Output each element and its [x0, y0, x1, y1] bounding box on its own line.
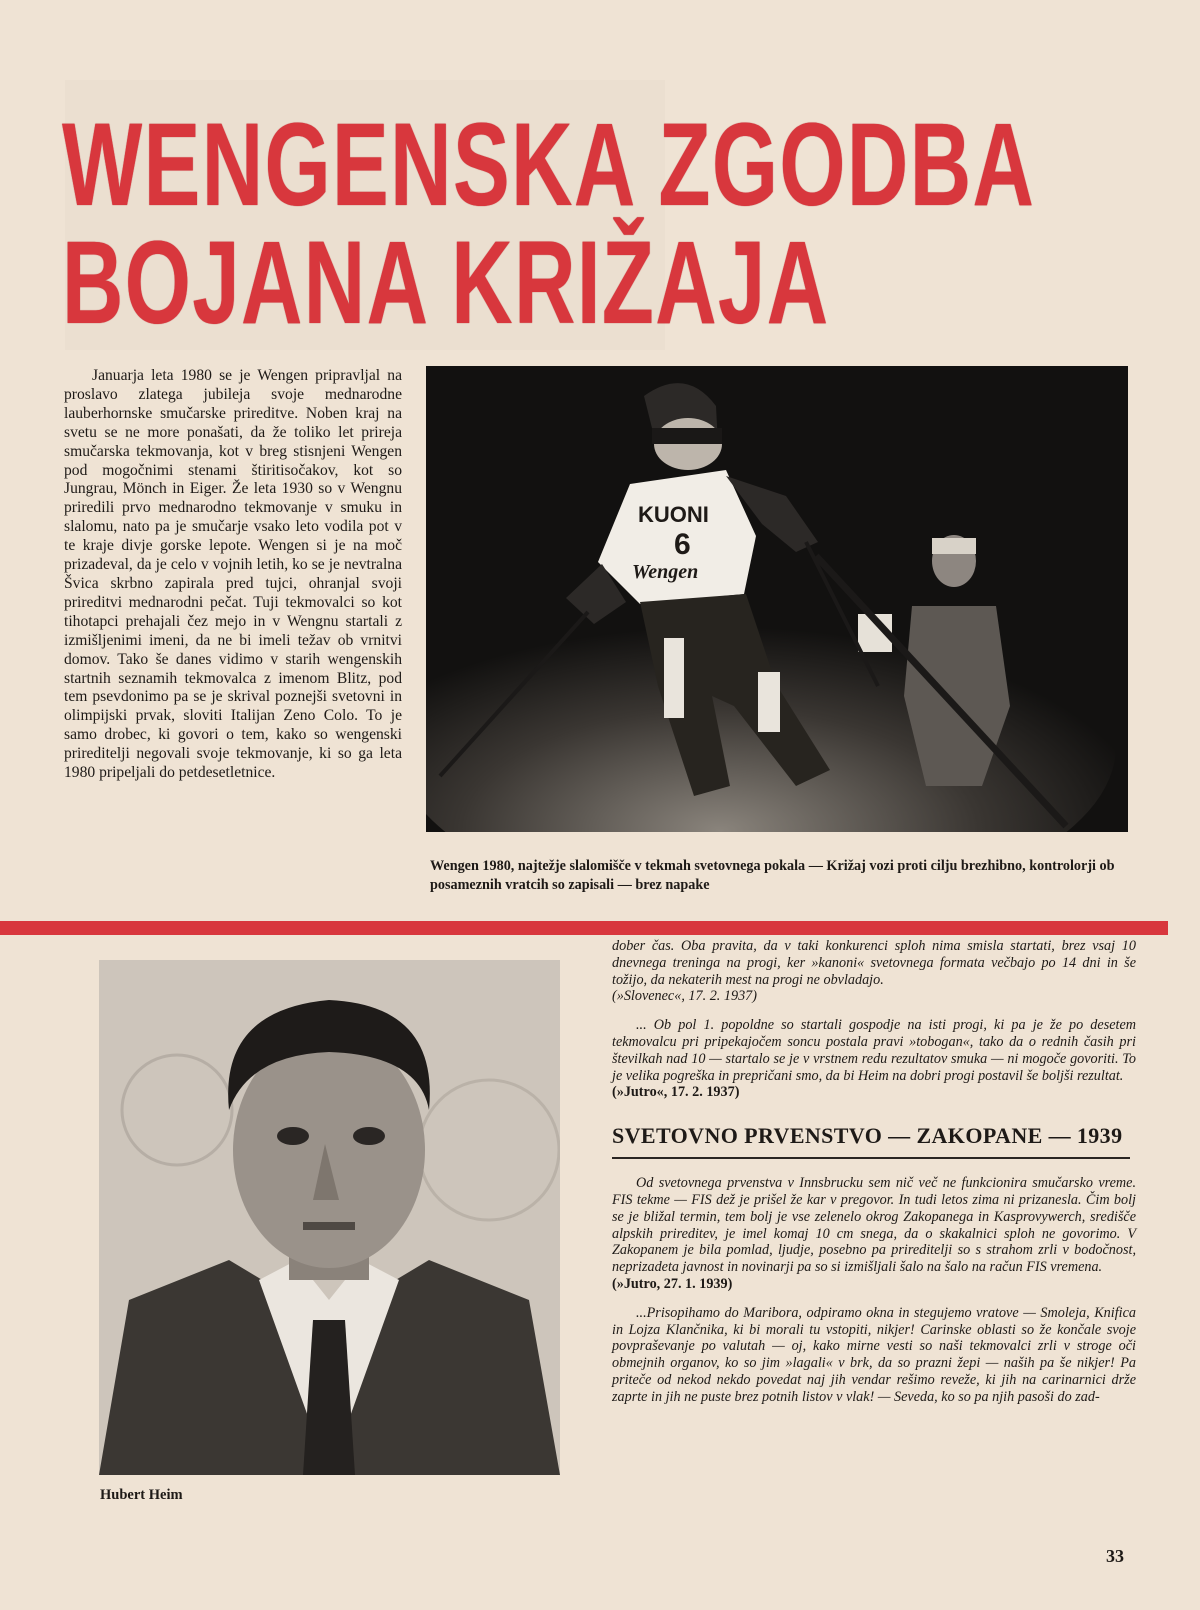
- skier-photo: [426, 366, 1128, 832]
- source-jutro-1939: (»Jutro, 27. 1. 1939): [612, 1275, 733, 1292]
- intro-paragraph: Januarja leta 1980 se je Wengen pripravljal na proslavo zlatega jubileja svoje mednarodne lauberhornske smučarske prireditve. Noben kraj na svetu se ne more ponašati, da že toliko let prireja smučarska tekmovanja, kot v breg stisnjeni Wengen pod mogočnimi stenami štiritisočakov, kot so Jungrau, Mönch in Eiger. Že leta 1930 so v Wengnu priredili prvo mednarodno tekmovanje v smuku in slalomu, nato pa je smučarje vsako leto vodila pot v te kraje divje gorske lepote. Wengen si je na moč prizadeval, da je celo v vojnih letih, ko se je nevtralna Švica skrbno zapirala pred tujci, ohranjal svoji prireditvi mednarodni pečat. Tuji tekmovalci so kot tihotapci prehajali čez mejo in v Wengnu startali z izmišljenimi imeni, da ne bi imeli težav ob vrnitvi domov. Tako še danes vidimo v starih wengenskih startnih seznamih tekmovalca z imenom Blitz, pod tem psevdonimo pa se je skrival poznejši svetovni in olimpijski prvak, sloviti Italijan Zeno Colo. To je samo drobec, ki govori o tem, kako so wengenski prireditelji negovali svoje tekmovanje, ki so ga leta 1980 pripeljali do petdesetletnice.: [64, 367, 402, 782]
- headline-line-2: BOJANA KRIŽAJA: [62, 217, 830, 349]
- portrait-illustration: [99, 960, 560, 1475]
- headline-line-1: WENGENSKA ZGODBA: [62, 99, 1036, 231]
- right-column: [612, 938, 1136, 1406]
- skier-illustration: [426, 366, 1128, 832]
- quote-jutro-1937: ... Ob pol 1. popoldne so startali gospodje na isti progi, ki pa je že po desetem tekmovalcu pri pripekajočem soncu postala pravi »tobogan«, tako da o rednih časih pri številkah nad 10 — startalo se je v vrstnem redu rezultatov smuka — ni mogoče govoriti. To je velika pogreška in prepričani smo, da bi Heim na dobri progi postavil še boljši rezultat.: [612, 1017, 1136, 1084]
- page-number: 33: [1106, 1546, 1124, 1566]
- quote-maribor: ...Prisopihamo do Maribora, odpiramo okna in stegujemo vratove — Smoleja, Knifica in Lojza Klančnika, ki bi morali tu vstopiti, nikjer! Carinske oblasti so že končale svoje povpraševanje po valutah — oj, kako mirne vesti so naši tekmovalci zrli v stroge oči obmejnih organov, ko so jim »lagali« v brk, da so prazni žepi — naših pa še nikjer! Pa priteče od nekod nekdo povedat naj jih vendar rešimo reveže, ki jih na carinarnici drže zaprte in jih ne puste brez potnih listov v vlak! — Seveda, ko so pa njih pasoši do zad-: [612, 1304, 1136, 1405]
- section-title: SVETOVNO PRVENSTVO — ZAKOPANE — 1939: [612, 1123, 1130, 1159]
- source-slovenec: (»Slovenec«, 17. 2. 1937): [612, 988, 757, 1005]
- bib-number: 6: [674, 528, 691, 561]
- portrait-caption: Hubert Heim: [100, 1487, 183, 1503]
- source-jutro-1937: (»Jutro«, 17. 2. 1937): [612, 1084, 740, 1101]
- bib-town: Wengen: [632, 561, 699, 583]
- quote-slovenec: dober čas. Oba pravita, da v taki konkurenci sploh nima smisla startati, brez vsaj 10 dnevnega treninga na progi, ker »kanoni« svetovnega formata večbajo po 14 dni in še tožijo, da nekaterih mest na progi ne obvladajo.: [612, 938, 1136, 988]
- skier-photo-caption: Wengen 1980, najtežje slalomišče v tekmah svetovnega pokala — Križaj vozi proti cilju brezhibno, kontrolorji ob posameznih vratcih so zapisali — brez napake: [430, 858, 1115, 893]
- headline: [62, 99, 1036, 349]
- section-divider: [0, 921, 1168, 935]
- bib-brand: KUONI: [638, 502, 709, 527]
- quote-zakopane: Od svetovnega prvenstva v Innsbrucku sem nič več ne funkcionira smučarsko vreme. FIS tekme — FIS dež je prišel že kar v pregovor. In tudi letos zima ni prizanesla. Čim bolj se je bližal termin, tem bolj je vse zelenelo okrog Zakopanega in Kasprovywerch, središče alpskih prireditev, je imel komaj 10 cm snega, da o skakalnici sploh ne govorimo. V Zakopanem je bila pomlad, ljudje, posebno pa prireditelji so s strahom zrli v bodočnost, neprizadeta javnost in novinarji pa so si izmišljali šalo na šalo na račun FIS vremena.: [612, 1175, 1136, 1276]
- portrait-photo: [99, 960, 560, 1475]
